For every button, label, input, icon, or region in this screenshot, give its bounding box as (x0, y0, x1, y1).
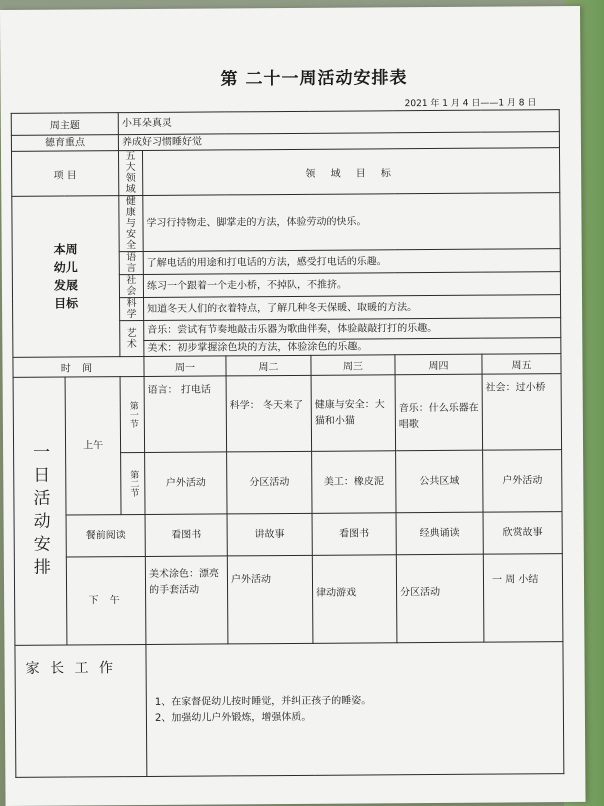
goals-header-row (11, 148, 559, 197)
day-header-wed: 周三 (311, 355, 395, 376)
schedule-side-text: 一日活动安排 (29, 442, 50, 581)
tue-reading: 讲故事 (227, 513, 312, 556)
goal-area-art: 艺术 (120, 321, 144, 357)
goals-side-3: 发展 (53, 278, 78, 293)
mon-session1: 语言： 打电话 (144, 376, 227, 453)
afternoon-label: 下 午 (66, 556, 146, 645)
mon-afternoon: 美术涂色：漂亮的手套活动 (145, 556, 228, 645)
fri-reading: 欣赏故事 (483, 512, 562, 555)
date-range: 2021 年 1 月 4 日——1 月 8 日 (404, 98, 537, 110)
day-header-mon: 周一 (144, 356, 226, 377)
goal-area-society: 社会 (119, 275, 143, 298)
theme-value: 小耳朵真灵 (118, 110, 559, 135)
goal-area-language: 语言 (119, 252, 143, 275)
project-header: 项 目 (11, 151, 118, 197)
parents-row (15, 642, 564, 778)
goal-area-health: 健康与安全 (119, 196, 143, 252)
goal-text-language: 了解电话的用途和打电话的方法，感受打电话的乐趣。 (143, 249, 560, 275)
thu-reading: 经典诵读 (396, 512, 483, 555)
reading-row (14, 512, 562, 558)
goal-text-fine-art: 美术：初步掌握涂色块的方法，体验涂色的乐趣。 (144, 338, 561, 357)
time-header: 时 间 (13, 357, 144, 378)
wed-reading: 看图书 (312, 513, 396, 556)
day-header-thu: 周四 (395, 354, 482, 375)
area-goal-header: 领 域 目 标 (142, 148, 559, 196)
fri-session1: 社会：过小桥 (482, 374, 562, 451)
mon-session2: 户外活动 (145, 452, 227, 515)
wed-afternoon: 律动游戏 (312, 555, 397, 644)
session1-label (120, 377, 145, 453)
five-areas-line1: 五大 (125, 151, 136, 174)
day-header-fri: 周五 (482, 354, 561, 375)
moral-value: 养成好习惯睡好觉 (118, 132, 559, 151)
thu-session2: 公共区域 (396, 450, 483, 513)
moral-label: 德育重点 (11, 135, 118, 152)
thu-session1: 音乐：什么乐器在唱歌 (395, 374, 483, 451)
session2-text: 第二节 (128, 470, 139, 498)
goal-text-society: 练习一个跟着一个走小桥，不掉队，不推挤。 (143, 272, 560, 298)
afternoon-row (14, 554, 563, 646)
goals-side-1: 本周 (53, 242, 78, 257)
schedule-table (11, 109, 565, 778)
goal-text-music: 音乐：尝试有节奏地敲击乐器为歌曲伴奏，体验敲敲打打的乐趣。 (144, 318, 561, 341)
goals-side-4: 目标 (53, 296, 79, 311)
goals-side-2: 幼儿 (53, 260, 78, 275)
tue-session1: 科学： 冬天来了 (226, 375, 312, 452)
goals-side-label (12, 196, 120, 358)
goal-text-health: 学习行持物走、脚掌走的方法，体验劳动的快乐。 (143, 193, 560, 252)
reading-label: 餐前阅读 (66, 514, 145, 557)
five-areas-line2: 领域 (125, 173, 136, 196)
session1-text: 第一节 (127, 401, 138, 429)
morning-session1-row (13, 374, 562, 454)
five-areas-header (118, 151, 142, 196)
parents-item-2: 2、加强幼儿户外锻炼，增强体质。 (154, 711, 312, 724)
wed-session2: 美工：橡皮泥 (312, 451, 396, 514)
fri-session2: 户外活动 (483, 450, 562, 513)
goal-area-science: 科学 (120, 298, 144, 321)
session2-label (121, 453, 145, 515)
parents-item-1: 1、在家督促幼儿按时睡觉，并纠正孩子的睡姿。 (154, 694, 372, 708)
fri-afternoon: 一 周 小结 (483, 554, 563, 643)
parents-content (146, 642, 564, 777)
mon-reading: 看图书 (145, 514, 227, 557)
goal-text-science: 知道冬天人们的衣着特点，了解几种冬天保暖、取暖的方法。 (144, 295, 561, 321)
day-header-tue: 周二 (226, 355, 311, 376)
schedule-side-label (13, 377, 67, 645)
thu-afternoon: 分区活动 (396, 554, 484, 643)
tue-session2: 分区活动 (227, 451, 312, 514)
theme-label: 周主题 (11, 113, 118, 136)
morning-label: 上午 (65, 377, 121, 515)
wed-session1: 健康与安全：大猫和小猫 (311, 375, 396, 452)
page-title: 第 二十一周活动安排表 (220, 68, 408, 90)
goal-row (12, 193, 560, 253)
paper-sheet (0, 6, 586, 806)
parents-label: 家 长 工 作 (15, 644, 147, 777)
tue-afternoon: 户外活动 (227, 555, 313, 644)
